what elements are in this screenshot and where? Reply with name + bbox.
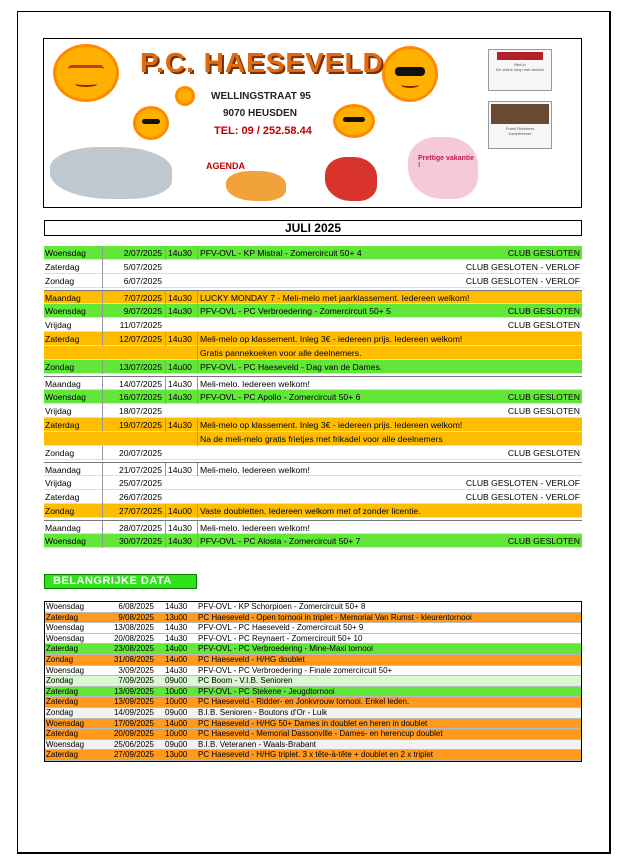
day-cell: Maandag [45, 523, 81, 533]
time-cell: 09u00 [165, 707, 188, 717]
day-cell: Zondag [46, 707, 74, 717]
city-address: 9070 HEUSDEN [223, 108, 297, 119]
table-row [44, 346, 582, 360]
month-title: JULI 2025 [44, 220, 582, 236]
event-cell: Gratis pannekoeken voor alle deelnemers. [197, 346, 361, 360]
date-cell: 7/07/2025 [102, 291, 162, 305]
date-cell: 20/07/2025 [102, 446, 162, 460]
table-row [44, 274, 582, 288]
day-cell: Woensdag [46, 633, 85, 643]
date-cell: 9/08/2025 [118, 612, 154, 622]
day-cell: Woensdag [45, 536, 86, 546]
day-cell: Zaterdag [46, 750, 79, 760]
event-cell: B.I.B. Veteranen - Waals-Brabant [198, 739, 316, 749]
time-cell: 14u30 [165, 377, 195, 391]
ad-bed-in: Bed-in De online shop met service [488, 49, 552, 91]
table-row [44, 432, 582, 446]
date-cell: 23/08/2025 [113, 644, 154, 654]
table-row [45, 634, 581, 645]
mickey-cartoon-icon [325, 157, 377, 201]
day-cell: Zondag [45, 448, 75, 458]
day-cell: Maandag [45, 379, 81, 389]
event-cell: Na de meli-melo gratis frietjes met frikadel voor alle deelnemers [197, 432, 443, 446]
date-cell: 9/07/2025 [102, 304, 162, 318]
status-cell: CLUB GESLOTEN [507, 320, 580, 330]
day-cell: Vrijdag [45, 406, 72, 416]
time-cell: 14u30 [165, 418, 195, 432]
time-cell: 14u00 [165, 504, 195, 518]
important-dates-table [44, 601, 582, 762]
day-cell: Zondag [46, 654, 74, 664]
date-cell: 25/07/2025 [102, 476, 162, 490]
event-cell: PC Haeseveld - H/HG 50+ Dames in doublet en heren in doublet [198, 718, 428, 728]
time-cell: 14u00 [165, 654, 188, 664]
day-cell: Zaterdag [45, 334, 80, 344]
table-row [45, 729, 581, 740]
date-cell: 21/07/2025 [102, 463, 162, 477]
day-cell: Zondag [45, 506, 75, 516]
table-row [45, 740, 581, 751]
time-cell: 14u30 [165, 332, 195, 346]
club-title: P.C. HAESEVELD [140, 47, 384, 78]
time-cell: 14u30 [165, 246, 195, 260]
event-cell: PFV-OVL - KP Schorpioen - Zomercircuit 50+ 8 [198, 602, 366, 611]
day-cell: Woensdag [45, 392, 86, 402]
day-cell: Woensdag [46, 602, 85, 611]
day-cell: Zondag [46, 676, 74, 686]
small-sun-icon [178, 89, 192, 103]
sun-glasses-icon [336, 107, 372, 135]
time-cell: 09u00 [165, 676, 188, 686]
time-cell: 14u00 [165, 644, 188, 654]
day-cell: Woensdag [45, 248, 86, 258]
event-cell: Meli-melo. Iedereen welkom! [197, 463, 310, 477]
date-cell: 13/09/2025 [113, 697, 154, 707]
day-cell: Woensdag [45, 306, 86, 316]
event-cell: PFV-OVL - PC Apollo - Zomercircuit 50+ 6 [197, 390, 360, 404]
date-cell: 31/08/2025 [113, 654, 154, 664]
telephone: TEL: 09 / 252.58.44 [214, 125, 312, 137]
time-cell: 14u00 [165, 360, 195, 374]
day-cell: Vrijdag [45, 478, 72, 488]
status-cell: CLUB GESLOTEN - VERLOF [465, 492, 580, 502]
time-cell: 14u30 [165, 665, 188, 675]
date-cell: 13/09/2025 [113, 686, 154, 696]
date-cell: 28/07/2025 [102, 521, 162, 535]
event-cell: PC Haeseveld - H/HG triplet. 3 x tête-à-tête + doublet en 2 x triplet [198, 750, 433, 760]
date-cell: 3/09/2025 [118, 665, 154, 675]
bed-in-logo-icon [497, 52, 543, 60]
heart-bears-icon [408, 137, 478, 199]
house-photo-icon [491, 104, 549, 124]
event-cell: LUCKY MONDAY 7 - Meli-melo met jaarklassement. Iedereen welkom! [197, 291, 469, 305]
day-cell: Maandag [45, 293, 81, 303]
event-cell: PFV-OVL - PC Haeseveld - Dag van de Dames. [197, 360, 382, 374]
event-cell: PFV-OVL - PC Alosta - Zomercircuit 50+ 7 [197, 534, 360, 548]
date-cell: 13/07/2025 [102, 360, 162, 374]
street-address: WELLINGSTRAAT 95 [211, 91, 311, 102]
table-row [45, 697, 581, 708]
date-cell: 5/07/2025 [102, 260, 162, 274]
date-cell: 11/07/2025 [102, 318, 162, 332]
date-cell: 12/07/2025 [102, 332, 162, 346]
date-cell: 14/09/2025 [113, 707, 154, 717]
table-row [45, 666, 581, 677]
important-dates-title: BELANGRIJKE DATA [44, 574, 197, 589]
table-row [44, 318, 582, 332]
day-cell: Zaterdag [45, 262, 80, 272]
july-events-table [44, 246, 582, 548]
event-cell: Meli-melo. Iedereen welkom! [197, 377, 310, 391]
day-cell: Zaterdag [46, 644, 79, 654]
day-cell: Vrijdag [45, 320, 72, 330]
date-cell: 6/08/2025 [118, 602, 154, 611]
event-cell: PC Haeseveld - Open tornooi in triplet - Memorial Van Rumst - kleurentornooi [198, 612, 472, 622]
status-cell: CLUB GESLOTEN - VERLOF [465, 262, 580, 272]
time-cell: 10u00 [165, 686, 188, 696]
table-row [45, 708, 581, 719]
event-cell: PC Haeseveld - Memorial Dassonville - Dames- en herencup doublet [198, 729, 443, 739]
table-row [45, 655, 581, 666]
time-cell: 14u30 [165, 463, 195, 477]
table-row [44, 504, 582, 518]
event-cell: Meli-melo. Iedereen welkom! [197, 521, 310, 535]
sun-sunglasses-icon [136, 109, 166, 137]
table-row [44, 404, 582, 418]
date-cell: 20/09/2025 [113, 729, 154, 739]
date-cell: 13/08/2025 [113, 623, 154, 633]
table-row [44, 490, 582, 504]
table-row [45, 750, 581, 761]
sun-cool-icon [385, 49, 435, 99]
day-cell: Zaterdag [46, 729, 79, 739]
table-row [44, 376, 582, 390]
time-cell: 09u00 [165, 739, 188, 749]
time-cell: 13u00 [165, 750, 188, 760]
table-row [45, 644, 581, 655]
day-cell: Woensdag [46, 739, 85, 749]
event-cell: PFV-OVL - KP Mistral - Zomercircuit 50+ 4 [197, 246, 362, 260]
date-cell: 26/07/2025 [102, 490, 162, 504]
table-row [44, 260, 582, 274]
day-cell: Woensdag [46, 665, 85, 675]
day-cell: Zaterdag [45, 420, 80, 430]
date-cell: 17/09/2025 [113, 718, 154, 728]
date-cell: 25/06/2025 [113, 739, 154, 749]
table-row [44, 304, 582, 318]
table-row [44, 462, 582, 476]
day-cell: Zaterdag [45, 492, 80, 502]
date-cell: 14/07/2025 [102, 377, 162, 391]
time-cell: 14u30 [165, 534, 195, 548]
day-cell: Maandag [45, 465, 81, 475]
table-row [45, 719, 581, 730]
table-row [44, 360, 582, 374]
table-row [44, 476, 582, 490]
table-row [44, 418, 582, 432]
event-cell: Meli-melo op klassement. Inleg 3€ - iedereen prijs. Iedereen welkom! [197, 418, 462, 432]
event-cell: PC Haeseveld - Ridder- en Jonkvrouw tornooi. Enkel leden. [198, 697, 410, 707]
time-cell: 14u30 [165, 602, 188, 611]
day-cell: Woensdag [46, 623, 85, 633]
table-row [44, 332, 582, 346]
table-row [44, 246, 582, 260]
time-cell: 14u30 [165, 390, 195, 404]
status-cell: CLUB GESLOTEN [507, 248, 580, 258]
time-cell: 14u30 [165, 633, 188, 643]
day-cell: Zaterdag [46, 612, 79, 622]
table-row [44, 520, 582, 534]
time-cell: 14u30 [165, 623, 188, 633]
event-cell: PFV-OVL - PC Verbroedering - Finale zomercircuit 50+ [198, 665, 393, 675]
day-cell: Zondag [45, 362, 75, 372]
table-row [45, 602, 581, 613]
status-cell: CLUB GESLOTEN [507, 536, 580, 546]
header-banner [43, 38, 582, 208]
date-cell: 20/08/2025 [113, 633, 154, 643]
status-cell: CLUB GESLOTEN [507, 306, 580, 316]
event-cell: PC Boom - V.I.B. Senioren [198, 676, 293, 686]
boy-cartoon-icon [226, 171, 286, 201]
table-row [45, 676, 581, 687]
day-cell: Zaterdag [46, 686, 79, 696]
date-cell: 27/07/2025 [102, 504, 162, 518]
time-cell: 10u00 [165, 697, 188, 707]
date-cell: 16/07/2025 [102, 390, 162, 404]
event-cell: Meli-melo op klassement. Inleg 3€ - iedereen prijs. Iedereen welkom! [197, 332, 462, 346]
table-row [45, 623, 581, 634]
event-cell: PFV-OVL - PC Verbroedering - Zomercircuit 50+ 5 [197, 304, 391, 318]
table-row [45, 687, 581, 698]
event-cell: PFV-OVL - PC Haeseveld - Zomercircuit 50+ 9 [198, 623, 364, 633]
status-cell: CLUB GESLOTEN [507, 406, 580, 416]
sun-icon [56, 47, 116, 99]
ad-frank: Frank Rolsteers Kaderfreezer [488, 101, 552, 149]
bugs-bunny-icon [50, 147, 172, 199]
date-cell: 2/07/2025 [102, 246, 162, 260]
date-cell: 30/07/2025 [102, 534, 162, 548]
table-row [44, 290, 582, 304]
table-row [44, 390, 582, 404]
time-cell: 13u00 [165, 612, 188, 622]
day-cell: Woensdag [46, 718, 85, 728]
date-cell: 19/07/2025 [102, 418, 162, 432]
date-cell: 6/07/2025 [102, 274, 162, 288]
status-cell: CLUB GESLOTEN [507, 392, 580, 402]
event-cell: PFV-OVL - PC Reynaert - Zomercircuit 50+ 10 [198, 633, 363, 643]
day-cell: Zondag [45, 276, 75, 286]
event-cell: PFV-OVL - PC Stekene - Jeugdtornooi [198, 686, 335, 696]
date-cell: 7/09/2025 [118, 676, 154, 686]
status-cell: CLUB GESLOTEN [507, 448, 580, 458]
date-cell: 18/07/2025 [102, 404, 162, 418]
event-cell: PFV-OVL - PC Verbroedering - Mine-Maxi tornooi [198, 644, 373, 654]
table-row [44, 534, 582, 548]
time-cell: 14u30 [165, 291, 195, 305]
agenda-label: AGENDA [206, 161, 246, 171]
date-cell: 27/09/2025 [113, 750, 154, 760]
table-row [45, 613, 581, 624]
time-cell: 14u00 [165, 718, 188, 728]
day-cell: Zaterdag [46, 697, 79, 707]
event-cell: PC Haeseveld - H/HG doublet [198, 654, 305, 664]
status-cell: CLUB GESLOTEN - VERLOF [465, 478, 580, 488]
time-cell: 10u00 [165, 729, 188, 739]
event-cell: B.I.B. Senioren - Boutons d'Or - Luik [198, 707, 328, 717]
heart-text: Prettige vakantie ! [418, 155, 475, 169]
event-cell: Vaste doubletten. Iedereen welkom met of zonder licentie. [197, 504, 421, 518]
status-cell: CLUB GESLOTEN - VERLOF [465, 276, 580, 286]
time-cell: 14u30 [165, 521, 195, 535]
table-row [44, 446, 582, 460]
time-cell: 14u30 [165, 304, 195, 318]
